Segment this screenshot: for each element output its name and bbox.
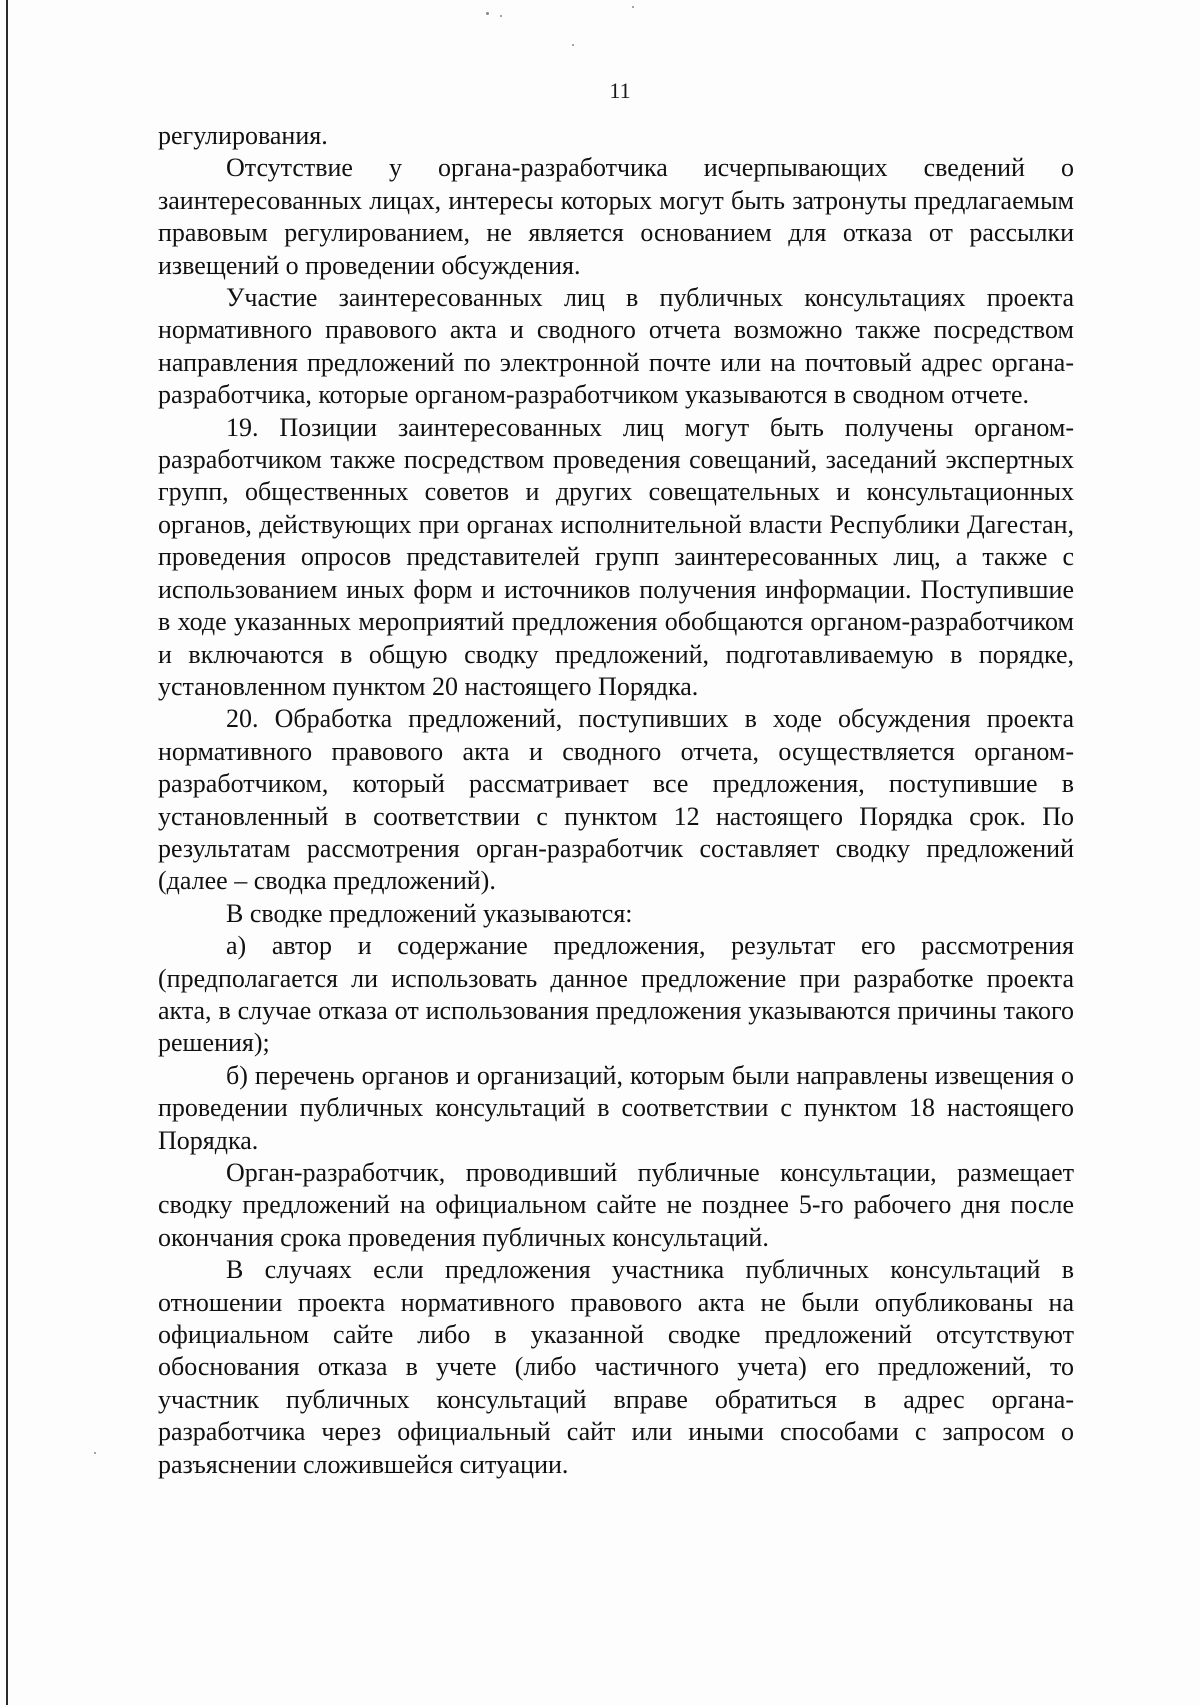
paragraph: 20. Обработка предложений, поступивших в ходе обсуждения проекта нормативного правового акта и сводного отчета, осуществляется органом-разработчиком, который рассматривает все предложения, поступившие в установленный в соответствии с пунктом 12 настоящего Порядка срок. По результатам рассмотрения орган-разработчик составляет сводку предложений (далее – сводка предложений). xyxy=(158,704,1074,896)
scan-speck xyxy=(572,44,574,46)
paragraph: Участие заинтересованных лиц в публичных консультациях проекта нормативного правового акта и сводного отчета возможно также посредством направления предложений по электронной почте или на почтовый адрес органа-разработчика, которые органом-разработчиком указываются в сводном отчете. xyxy=(158,283,1074,410)
paragraph: В случаях если предложения участника публичных консультаций в отношении проекта нормативного правового акта не были опубликованы на официальном сайте либо в указанной сводке предложений отсутствуют обоснования отказа в учете (либо частичного учета) его предложений, то участник публичных консультаций вправе обратиться в адрес органа-разработчика через официальный сайт или иными способами с запросом о разъяснении сложившейся ситуации. xyxy=(158,1255,1074,1479)
scan-speck xyxy=(94,1452,96,1454)
page-number: 11 xyxy=(609,78,631,103)
paragraph: б) перечень органов и организаций, которым были направлены извещения о проведении публичных консультаций в соответствии с пунктом 18 настоящего Порядка. xyxy=(158,1060,1074,1155)
scan-edge xyxy=(6,0,8,1705)
document-body xyxy=(158,120,1074,1481)
scan-speck xyxy=(500,15,502,17)
scan-speck xyxy=(632,6,634,8)
paragraph: регулирования. xyxy=(158,121,328,150)
paragraph: В сводке предложений указываются: xyxy=(226,898,633,928)
paragraph: Орган-разработчик, проводивший публичные консультации, размещает сводку предложений на официальном сайте не позднее 5-го рабочего дня после окончания срока проведения публичных консультаций. xyxy=(158,1158,1074,1252)
paragraph: Отсутствие у органа-разработчика исчерпывающих сведений о заинтересованных лицах, интересы которых могут быть затронуты предлагаемым правовым регулированием, не является основанием для отказа от рассылки извещений о проведении обсуждения. xyxy=(158,153,1074,280)
paragraph: 19. Позиции заинтересованных лиц могут быть получены органом-разработчиком также посредством проведения совещаний, заседаний экспертных групп, общественных советов и других совещательных и консультационных органов, действующих при органах исполнительной власти Республики Дагестан, проведения опросов представителей групп заинтересованных лиц, а также с использованием иных форм и источников получения информации. Поступившие в ходе указанных мероприятий предложения обобщаются органом-разработчиком и включаются в общую сводку предложений, подготавливаемую в порядке, установленном пунктом 20 настоящего Порядка. xyxy=(158,412,1074,701)
paragraph: а) автор и содержание предложения, результат его рассмотрения (предполагается ли использовать данное предложение при разработке проекта акта, в случае отказа от использования предложения указываются причины такого решения); xyxy=(158,931,1074,1058)
scan-speck xyxy=(486,12,489,15)
